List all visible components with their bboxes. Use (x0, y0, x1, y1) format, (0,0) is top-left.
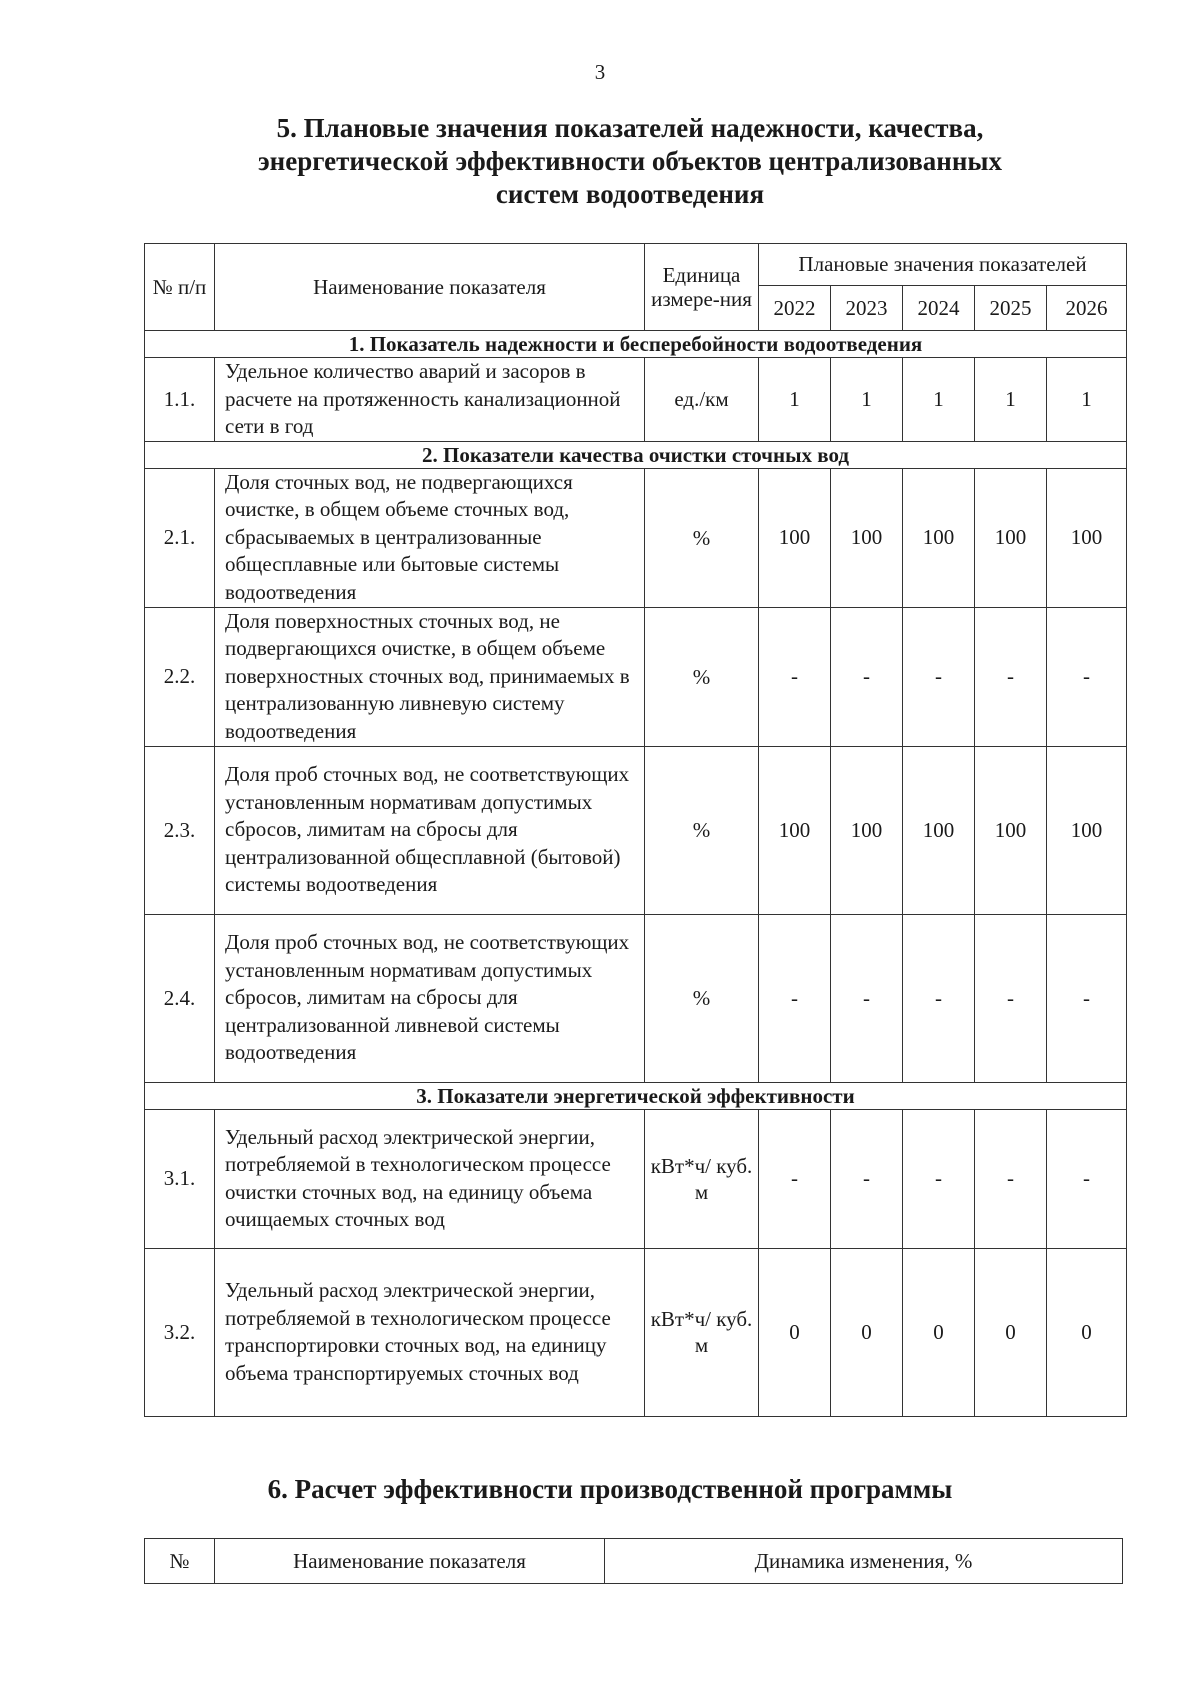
row-unit: % (645, 607, 759, 746)
row-num: 3.1. (145, 1109, 215, 1248)
table-row (145, 607, 1127, 746)
table-row (145, 1109, 1127, 1248)
header-num: № п/п (145, 244, 215, 331)
indicators-table (144, 243, 1127, 1417)
header-year: 2023 (831, 286, 903, 331)
row-value: - (759, 607, 831, 746)
group-title: 1. Показатель надежности и бесперебойности водоотведения (145, 331, 1127, 358)
row-value: - (759, 1109, 831, 1248)
row-name: Удельное количество аварий и засоров в расчете на протяженность канализационной сети в год (215, 358, 645, 442)
row-value: - (1047, 914, 1127, 1082)
header-planned-values: Плановые значения показателей (759, 244, 1127, 286)
row-value: 0 (903, 1248, 975, 1416)
header-year: 2025 (975, 286, 1047, 331)
row-num: 3.2. (145, 1248, 215, 1416)
group-row (145, 1082, 1127, 1109)
page-number: 3 (594, 60, 606, 84)
row-value: 100 (759, 746, 831, 914)
row-name: Доля проб сточных вод, не соответствующих установленным нормативам допустимых сбросов, лимитам на сбросы для централизованной ливневой системы водоотведения (215, 914, 645, 1082)
section-6-title: 6. Расчет эффективности производственной программы (267, 1474, 953, 1504)
row-name: Доля сточных вод, не подвергающихся очистке, в общем объеме сточных вод, сбрасываемых в централизованные общесплавные или бытовые системы водоотведения (215, 468, 645, 607)
header-dynamics: Динамика изменения, % (605, 1539, 1123, 1584)
row-value: 100 (831, 746, 903, 914)
row-value: - (1047, 1109, 1127, 1248)
section-5-title (170, 112, 1090, 211)
title-line: 5. Плановые значения показателей надежности, качества, (276, 113, 984, 143)
row-value: 100 (975, 746, 1047, 914)
row-name: Удельный расход электрической энергии, потребляемой в технологическом процессе очистки сточных вод, на единицу объема очищаемых сточных вод (215, 1109, 645, 1248)
table-row (145, 914, 1127, 1082)
table-row (145, 746, 1127, 914)
row-value: 0 (759, 1248, 831, 1416)
row-value: - (903, 914, 975, 1082)
row-value: - (903, 1109, 975, 1248)
header-year: 2026 (1047, 286, 1127, 331)
row-value: - (975, 914, 1047, 1082)
row-value: - (1047, 607, 1127, 746)
table-header-row (145, 1539, 1123, 1584)
group-row (145, 441, 1127, 468)
row-value: - (831, 607, 903, 746)
row-unit: % (645, 468, 759, 607)
row-unit: % (645, 746, 759, 914)
title-line: энергетической эффективности объектов централизованных (257, 146, 1002, 176)
header-year: 2024 (903, 286, 975, 331)
row-name: Доля проб сточных вод, не соответствующих установленным нормативам допустимых сбросов, лимитам на сбросы для централизованной общесплавной (бытовой) системы водоотведения (215, 746, 645, 914)
row-value: 1 (903, 358, 975, 442)
table-row (145, 468, 1127, 607)
row-num: 2.4. (145, 914, 215, 1082)
table-row (145, 1248, 1127, 1416)
table-header-row (145, 244, 1127, 286)
row-value: 0 (1047, 1248, 1127, 1416)
title-line: систем водоотведения (495, 179, 765, 209)
header-year: 2022 (759, 286, 831, 331)
row-unit: кВт*ч/ куб. м (645, 1248, 759, 1416)
table-row (145, 358, 1127, 442)
row-value: - (975, 1109, 1047, 1248)
row-value: 100 (903, 746, 975, 914)
row-value: 1 (831, 358, 903, 442)
row-name: Удельный расход электрической энергии, потребляемой в технологическом процессе транспортировки сточных вод, на единицу объема транспортируемых сточных вод (215, 1248, 645, 1416)
header-name: Наименование показателя (215, 1539, 605, 1584)
row-value: 100 (1047, 746, 1127, 914)
row-num: 2.3. (145, 746, 215, 914)
header-unit: Единица измере-ния (645, 244, 759, 331)
row-num: 1.1. (145, 358, 215, 442)
row-value: 100 (903, 468, 975, 607)
row-value: 1 (975, 358, 1047, 442)
row-value: - (831, 914, 903, 1082)
row-value: 100 (759, 468, 831, 607)
row-value: 1 (759, 358, 831, 442)
group-title: 2. Показатели качества очистки сточных вод (145, 441, 1127, 468)
group-title: 3. Показатели энергетической эффективности (145, 1082, 1127, 1109)
row-value: 100 (975, 468, 1047, 607)
row-unit: ед./км (645, 358, 759, 442)
row-value: 0 (831, 1248, 903, 1416)
group-row (145, 331, 1127, 358)
row-value: - (903, 607, 975, 746)
header-num: № (145, 1539, 215, 1584)
efficiency-table (144, 1538, 1123, 1584)
row-value: 0 (975, 1248, 1047, 1416)
row-name: Доля поверхностных сточных вод, не подвергающихся очистке, в общем объеме поверхностных сточных вод, принимаемых в централизованную ливневую систему водоотведения (215, 607, 645, 746)
row-value: - (975, 607, 1047, 746)
row-value: - (759, 914, 831, 1082)
row-value: 1 (1047, 358, 1127, 442)
row-num: 2.2. (145, 607, 215, 746)
row-num: 2.1. (145, 468, 215, 607)
header-name: Наименование показателя (215, 244, 645, 331)
row-value: - (831, 1109, 903, 1248)
row-value: 100 (1047, 468, 1127, 607)
row-unit: кВт*ч/ куб. м (645, 1109, 759, 1248)
row-value: 100 (831, 468, 903, 607)
row-unit: % (645, 914, 759, 1082)
